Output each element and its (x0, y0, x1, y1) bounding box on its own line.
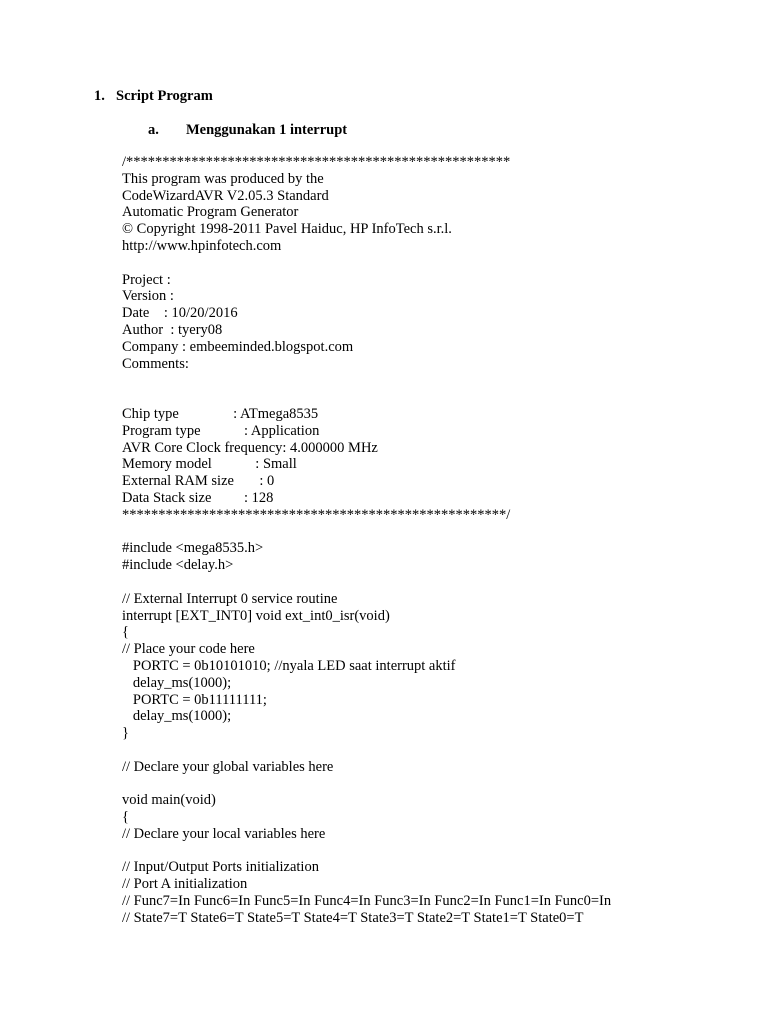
code-line: Company : embeeminded.blogspot.com (122, 338, 354, 355)
code-line: Automatic Program Generator (122, 204, 299, 221)
code-line: // Func7=In Func6=In Func5=In Func4=In Func3=In Func2=In Func1=In Func0=In (122, 893, 612, 910)
code-line: External RAM size : 0 (122, 473, 275, 490)
code-line: *****************************************************/ (122, 506, 511, 523)
code-line: #include <delay.h> (122, 557, 234, 574)
section-number: 1. (94, 88, 105, 104)
code-line: // External Interrupt 0 service routine (122, 590, 338, 607)
code-line: Memory model : Small (122, 456, 297, 473)
code-line: // Port A initialization (122, 876, 248, 893)
code-line: interrupt [EXT_INT0] void ext_int0_isr(void) (122, 607, 390, 624)
code-line: void main(void) (122, 792, 216, 809)
code-line: This program was produced by the (122, 170, 324, 187)
subsection-title: Menggunakan 1 interrupt (186, 122, 348, 138)
code-line (122, 372, 762, 389)
code-listing (122, 154, 762, 927)
code-line: Author : tyery08 (122, 321, 223, 338)
code-line (122, 574, 762, 591)
code-line: Comments: (122, 355, 189, 372)
code-line: { (122, 624, 129, 641)
code-line: // Input/Output Ports initialization (122, 859, 319, 876)
code-line: Date : 10/20/2016 (122, 305, 238, 322)
code-line: Project : (122, 271, 171, 288)
code-line: CodeWizardAVR V2.05.3 Standard (122, 187, 329, 204)
code-line (122, 524, 762, 541)
code-line: Data Stack size : 128 (122, 489, 274, 506)
code-line: Program type : Application (122, 422, 320, 439)
code-line: Chip type : ATmega8535 (122, 405, 319, 422)
code-line (122, 389, 762, 406)
code-line: AVR Core Clock frequency: 4.000000 MHz (122, 439, 378, 456)
code-line: /***************************************************** (122, 154, 511, 170)
code-line: // State7=T State6=T State5=T State4=T State3=T State2=T State1=T State0=T (122, 909, 584, 926)
section-title: Script Program (116, 88, 213, 104)
code-line: http://www.hpinfotech.com (122, 237, 282, 254)
code-line: // Declare your local variables here (122, 825, 326, 842)
code-line (122, 843, 762, 860)
code-line: } (122, 725, 129, 742)
code-line: #include <mega8535.h> (122, 540, 264, 557)
code-line: delay_ms(1000); (122, 708, 232, 725)
code-line (122, 255, 762, 272)
code-line: PORTC = 0b10101010; //nyala LED saat interrupt aktif (122, 657, 456, 674)
code-line (122, 742, 762, 759)
code-line: // Declare your global variables here (122, 758, 334, 775)
code-line: // Place your code here (122, 641, 255, 658)
code-line: { (122, 809, 129, 826)
code-line: © Copyright 1998-2011 Pavel Haiduc, HP InfoTech s.r.l. (122, 221, 452, 238)
code-line (122, 775, 762, 792)
subsection-heading (148, 122, 347, 139)
code-line: PORTC = 0b11111111; (122, 691, 267, 708)
code-line: Version : (122, 288, 174, 305)
subsection-letter: a. (148, 122, 159, 138)
section-heading (94, 88, 213, 105)
code-line: delay_ms(1000); (122, 674, 232, 691)
